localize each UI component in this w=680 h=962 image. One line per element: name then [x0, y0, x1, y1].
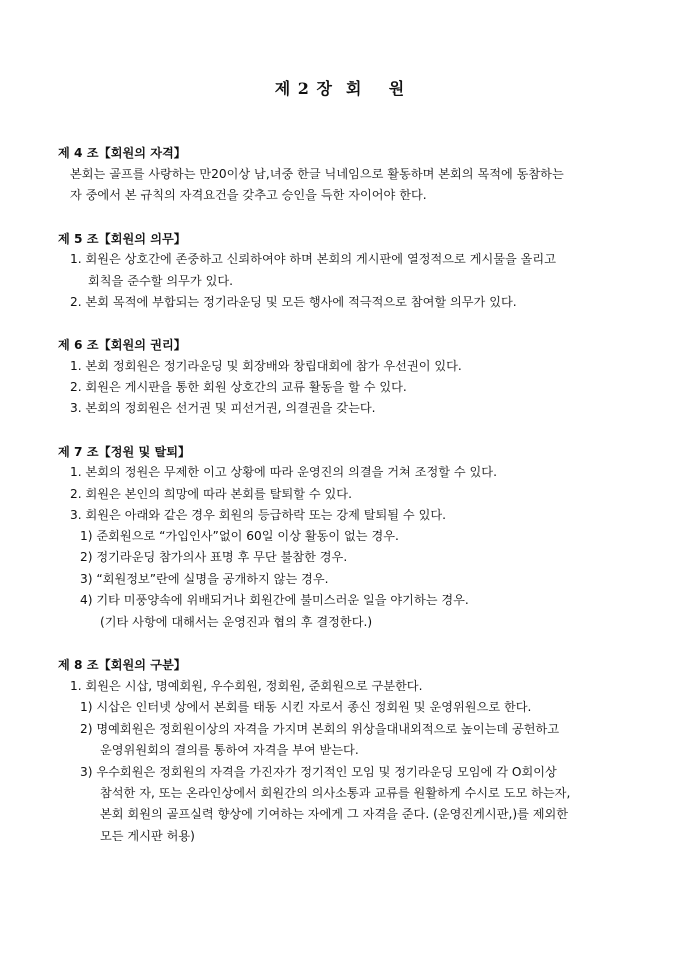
article-8-subitem-3-cont-3: 모든 게시판 허용) [100, 829, 195, 843]
article-4-line-2: 자 중에서 본 규칙의 자격요건을 갖추고 승인을 득한 자이어야 한다. [70, 188, 427, 202]
article-7-item-3: 3. 회원은 아래와 같은 경우 회원의 등급하락 또는 강제 탈퇴될 수 있다. [70, 508, 446, 522]
article-5-item-1-cont: 회칙을 준수할 의무가 있다. [88, 274, 234, 288]
article-6-heading: 제 6 조【회원의 권리】 [58, 338, 186, 352]
article-8-item-1: 1. 회원은 시삽, 명예회원, 우수회원, 정회원, 준회원으로 구분한다. [70, 679, 423, 693]
article-7-subitem-2: 2) 정기라운딩 참가의사 표명 후 무단 불참한 경우. [80, 550, 348, 564]
article-5-heading: 제 5 조【회원의 의무】 [58, 232, 186, 246]
article-5-item-1: 1. 회원은 상호간에 존중하고 신뢰하여야 하며 본회의 게시판에 열정적으로 게시물을 올리고 [70, 252, 556, 266]
article-8-subitem-3: 3) 우수회원은 정회원의 자격을 가진자가 정기적인 모임 및 정기라운딩 모임에 각 O회이상 [80, 765, 557, 779]
article-7-subitem-4: 4) 기타 미풍양속에 위배되거나 회원간에 불미스러운 일을 야기하는 경우. [80, 593, 469, 607]
article-7-subitem-3: 3) “회원정보”란에 실명을 공개하지 않는 경우. [80, 572, 329, 586]
article-7-subitem-1: 1) 준회원으로 “가입인사”없이 60일 이상 활동이 없는 경우. [80, 529, 399, 543]
article-6-item-1: 1. 본회 정회원은 정기라운딩 및 회장배와 창립대회에 참가 우선권이 있다. [70, 359, 462, 373]
article-8-subitem-3-cont-2: 본회 회원의 골프실력 향상에 기여하는 자에게 그 자격을 준다. (운영진게시판,)를 제외한 [100, 807, 569, 821]
article-8-subitem-1: 1) 시삽은 인터넷 상에서 본회를 태동 시킨 자로서 종신 정회원 및 운영위원으로 한다. [80, 700, 532, 714]
article-8-subitem-2: 2) 명예회원은 정회원이상의 자격을 가지며 본회의 위상을대내외적으로 높이는데 공헌하고 [80, 722, 560, 736]
article-8-heading: 제 8 조【회원의 구분】 [58, 658, 186, 672]
article-6-item-2: 2. 회원은 게시판을 통한 회원 상호간의 교류 활동을 할 수 있다. [70, 380, 407, 394]
article-8-subitem-3-cont-1: 참석한 자, 또는 온라인상에서 회원간의 의사소통과 교류를 원활하게 수시로 도모 하는자, [100, 786, 571, 800]
article-7-note: (기타 사항에 대해서는 운영진과 협의 후 결정한다.) [100, 615, 373, 629]
article-6-item-3: 3. 본회의 정회원은 선거권 및 피선거권, 의결권을 갖는다. [70, 401, 376, 415]
article-7-heading: 제 7 조【정원 및 탈퇴】 [58, 445, 191, 459]
article-7-item-2: 2. 회원은 본인의 희망에 따라 본회를 탈퇴할 수 있다. [70, 487, 352, 501]
article-7-item-1: 1. 본회의 정원은 무제한 이고 상황에 따라 운영진의 의결을 거쳐 조정할 수 있다. [70, 465, 497, 479]
article-8-subitem-2-cont: 운영위원회의 결의를 통하여 자격을 부여 받는다. [100, 743, 359, 757]
article-5-item-2: 2. 본회 목적에 부합되는 정기라운딩 및 모든 행사에 적극적으로 참여할 의무가 있다. [70, 295, 517, 309]
chapter-title: 제 2 장 회 원 [274, 79, 406, 98]
article-4-heading: 제 4 조【회원의 자격】 [58, 146, 186, 160]
article-4-line-1: 본회는 골프를 사랑하는 만20이상 남,녀중 한글 닉네임으로 활동하며 본회의 목적에 동참하는 [70, 167, 564, 181]
